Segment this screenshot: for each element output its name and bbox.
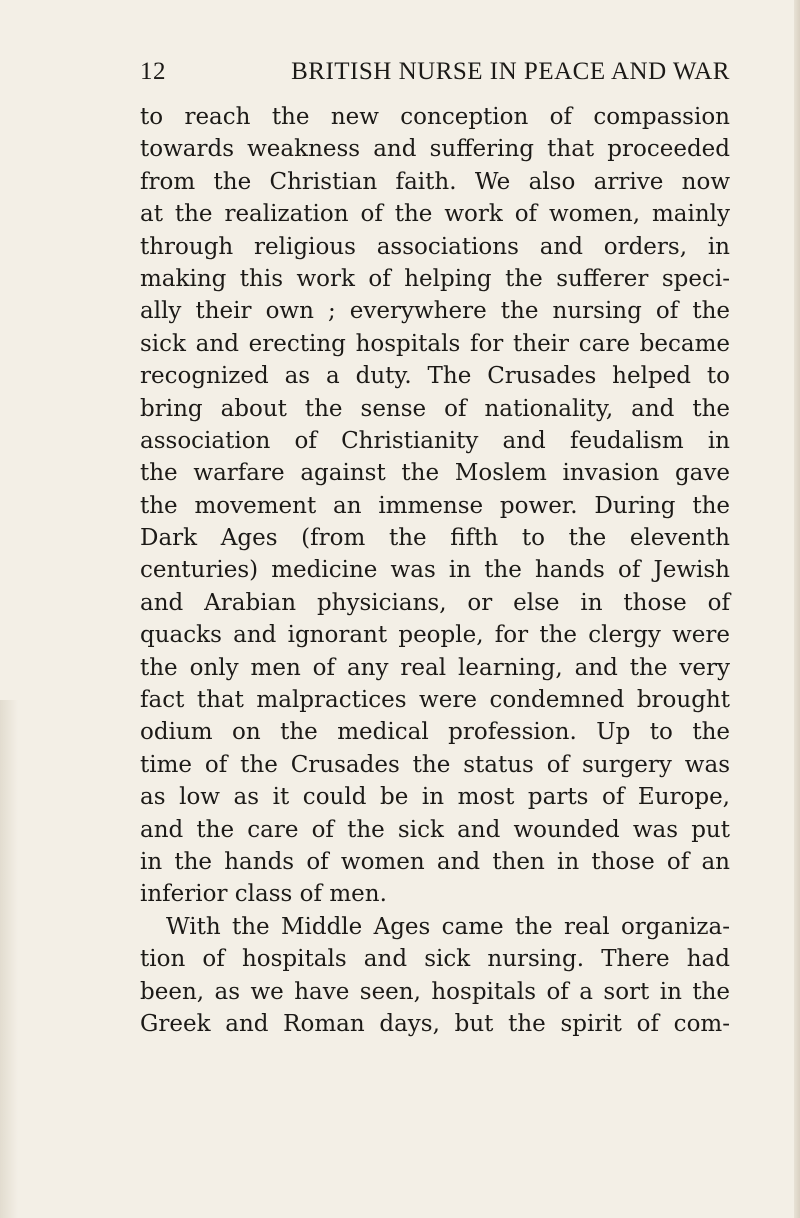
running-title: BRITISH NURSE IN PEACE AND WAR: [291, 58, 730, 85]
text-line: in the hands of women and then in those of an: [140, 848, 730, 875]
running-header: [140, 58, 730, 86]
text-line: ally their own ; everywhere the nursing of the: [140, 298, 730, 325]
page-edge-left: [0, 700, 18, 1218]
text-line: to reach the new conception of compassion: [140, 104, 730, 130]
text-line: the movement an immense power. During the: [140, 492, 730, 519]
text-line: tion of hospitals and sick nursing. There had: [140, 946, 730, 973]
text-line: association of Christianity and feudalism in: [140, 427, 730, 454]
text-line: sick and erecting hospitals for their care became: [140, 330, 730, 357]
text-line: fact that malpractices were condemned brought: [140, 687, 730, 714]
text-line: the only men of any real learning, and the very: [140, 654, 730, 681]
text-line: as low as it could be in most parts of Europe,: [140, 784, 730, 811]
text-line: making this work of helping the sufferer speci-: [140, 265, 730, 292]
page-number: 12: [140, 58, 166, 85]
text-line: and Arabian physicians, or else in those of: [140, 589, 730, 616]
text-line: towards weakness and suffering that proceeded: [140, 136, 730, 163]
text-line-paragraph-start: With the Middle Ages came the real organiza-: [166, 913, 730, 940]
text-line: the warfare against the Moslem invasion gave: [140, 460, 730, 487]
text-line: odium on the medical profession. Up to the: [140, 719, 730, 746]
text-line: time of the Crusades the status of surgery was: [140, 751, 730, 778]
text-line: from the Christian faith. We also arrive now: [140, 168, 730, 195]
text-line-paragraph-end: inferior class of men.: [140, 881, 387, 908]
text-line: bring about the sense of nationality, and the: [140, 395, 730, 422]
text-line: Dark Ages (from the fifth to the eleventh: [140, 525, 730, 552]
text-line: centuries) medicine was in the hands of Jewish: [140, 557, 730, 584]
body-text: [140, 101, 730, 1040]
text-line: quacks and ignorant people, for the clergy were: [140, 622, 730, 649]
text-line: been, as we have seen, hospitals of a sort in the: [140, 978, 730, 1005]
text-line: through religious associations and orders, in: [140, 233, 730, 260]
text-line: recognized as a duty. The Crusades helped to: [140, 363, 730, 390]
text-line: and the care of the sick and wounded was put: [140, 816, 730, 843]
text-line: at the realization of the work of women, mainly: [140, 201, 730, 228]
page-edge-right: [794, 0, 800, 1218]
text-line: Greek and Roman days, but the spirit of com-: [140, 1010, 730, 1037]
